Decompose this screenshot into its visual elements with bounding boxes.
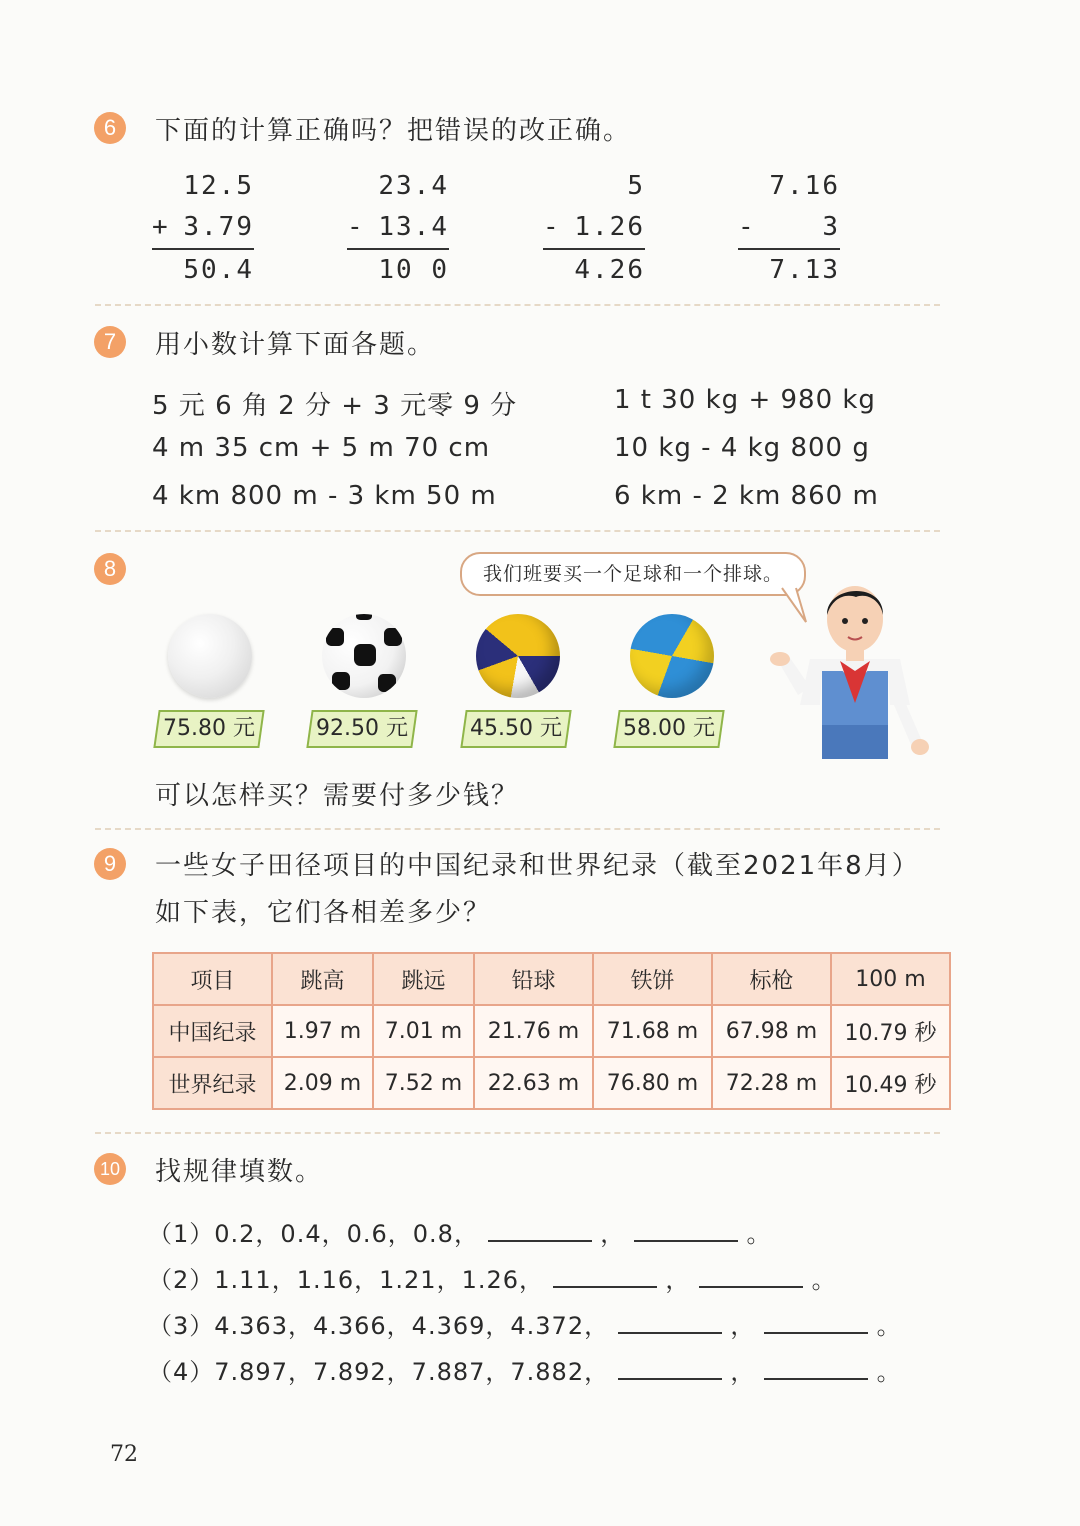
question-9-text-line2: 如下表，它们各相差多少？ <box>155 898 492 928</box>
table-cell: 2.09 m <box>272 1057 373 1109</box>
sequence-text: （3）4.363，4.366，4.369，4.372， <box>148 1312 610 1340</box>
comma: ， <box>730 1312 756 1340</box>
answer-blank[interactable] <box>553 1264 657 1288</box>
period: 。 <box>746 1220 772 1248</box>
beach-volleyball-icon <box>630 614 714 698</box>
student-boy-illustration <box>770 575 938 765</box>
section-divider <box>95 1132 940 1134</box>
calc-top: 12.5 <box>183 171 254 201</box>
table-row <box>153 1057 950 1109</box>
speech-bubble: 我们班要买一个足球和一个排球。 <box>460 552 806 596</box>
table-header-cell: 跳高 <box>272 953 373 1005</box>
table-cell: 72.28 m <box>712 1057 831 1109</box>
vertical-calc-3 <box>543 166 645 291</box>
section-divider <box>95 828 940 830</box>
table-header-cell: 铁饼 <box>593 953 712 1005</box>
table-row-label: 世界纪录 <box>153 1057 272 1109</box>
question-number-7: 7 <box>94 326 126 358</box>
question-number-9: 9 <box>94 848 126 880</box>
sequence-text: （2）1.11，1.16，1.21，1.26， <box>148 1266 545 1294</box>
calc-second: 1.26 <box>574 212 645 242</box>
expression-right-1: 1 t 30 kg + 980 kg <box>614 385 876 415</box>
question-9-text-line1: 一些女子田径项目的中国纪录和世界纪录（截至2021年8月） <box>155 851 920 881</box>
table-row <box>153 1005 950 1057</box>
table-header-row <box>153 953 950 1005</box>
expression-right-3: 6 km - 2 km 860 m <box>614 481 879 511</box>
table-header-cell: 标枪 <box>712 953 831 1005</box>
table-header-cell: 项目 <box>153 953 272 1005</box>
calc-top: 23.4 <box>378 171 449 201</box>
sequence-row-3 <box>148 1306 902 1341</box>
table-header-cell: 跳远 <box>373 953 474 1005</box>
comma: ， <box>665 1266 691 1294</box>
expression-left-1: 5 元 6 角 2 分 + 3 元零 9 分 <box>152 391 518 421</box>
sequence-row-4 <box>148 1352 902 1387</box>
volleyball-icon <box>476 614 560 698</box>
table-header-cell: 100 m <box>831 953 950 1005</box>
table-cell: 7.01 m <box>373 1005 474 1057</box>
answer-blank[interactable] <box>764 1310 868 1334</box>
table-cell: 21.76 m <box>474 1005 593 1057</box>
price-tag-1: 75.80 元 <box>153 710 264 748</box>
sequence-text: （1）0.2，0.4，0.6，0.8， <box>148 1220 479 1248</box>
table-cell: 7.52 m <box>373 1057 474 1109</box>
period: 。 <box>876 1358 902 1386</box>
expression-left-3: 4 km 800 m - 3 km 50 m <box>152 481 497 511</box>
table-cell: 10.49 秒 <box>831 1057 950 1109</box>
table-cell: 1.97 m <box>272 1005 373 1057</box>
question-8-prompt: 可以怎样买？需要付多少钱？ <box>155 781 520 811</box>
price-tag-3: 45.50 元 <box>460 710 571 748</box>
sequence-text: （4）7.897，7.892，7.887，7.882， <box>148 1358 610 1386</box>
calc-result: 10 0 <box>347 248 449 291</box>
period: 。 <box>876 1312 902 1340</box>
comma: ， <box>600 1220 626 1248</box>
answer-blank[interactable] <box>634 1218 738 1242</box>
section-divider <box>95 530 940 532</box>
price-tag-2: 92.50 元 <box>306 710 417 748</box>
vertical-calc-1 <box>152 166 254 291</box>
calc-result: 7.13 <box>738 248 840 291</box>
answer-blank[interactable] <box>618 1356 722 1380</box>
table-cell: 67.98 m <box>712 1005 831 1057</box>
answer-blank[interactable] <box>488 1218 592 1242</box>
table-cell: 10.79 秒 <box>831 1005 950 1057</box>
sequence-row-1 <box>148 1214 772 1249</box>
expression-right-2: 10 kg - 4 kg 800 g <box>614 433 870 463</box>
calc-top: 7.16 <box>769 171 840 201</box>
calc-operator: + <box>152 212 170 242</box>
page-number: 72 <box>110 1442 138 1467</box>
question-7-text: 用小数计算下面各题。 <box>155 330 436 360</box>
question-number-6: 6 <box>94 112 126 144</box>
question-6-text: 下面的计算正确吗？把错误的改正确。 <box>155 116 632 146</box>
soccer-ball-icon <box>322 614 406 698</box>
vertical-calc-4 <box>738 166 840 291</box>
calc-top: 5 <box>627 171 645 201</box>
table-cell: 76.80 m <box>593 1057 712 1109</box>
calc-operator: - <box>738 212 756 242</box>
calc-second: 13.4 <box>378 212 449 242</box>
table-cell: 22.63 m <box>474 1057 593 1109</box>
vertical-calc-2 <box>347 166 449 291</box>
period: 。 <box>811 1266 837 1294</box>
comma: ， <box>730 1358 756 1386</box>
section-divider <box>95 304 940 306</box>
calc-second: 3 <box>822 212 840 242</box>
calc-result: 4.26 <box>543 248 645 291</box>
table-row-label: 中国纪录 <box>153 1005 272 1057</box>
calc-second: 3.79 <box>183 212 254 242</box>
calc-operator: - <box>543 212 561 242</box>
expression-left-2: 4 m 35 cm + 5 m 70 cm <box>152 433 491 463</box>
calc-operator: - <box>347 212 365 242</box>
white-ball-icon <box>168 614 252 698</box>
question-number-10: 10 <box>94 1153 126 1185</box>
records-table <box>152 952 951 1110</box>
question-number-8: 8 <box>94 553 126 585</box>
sequence-row-2 <box>148 1260 837 1295</box>
table-header-cell: 铅球 <box>474 953 593 1005</box>
calc-result: 50.4 <box>152 248 254 291</box>
answer-blank[interactable] <box>618 1310 722 1334</box>
answer-blank[interactable] <box>699 1264 803 1288</box>
question-10-text: 找规律填数。 <box>155 1157 324 1187</box>
price-tag-4: 58.00 元 <box>613 710 724 748</box>
answer-blank[interactable] <box>764 1356 868 1380</box>
table-cell: 71.68 m <box>593 1005 712 1057</box>
